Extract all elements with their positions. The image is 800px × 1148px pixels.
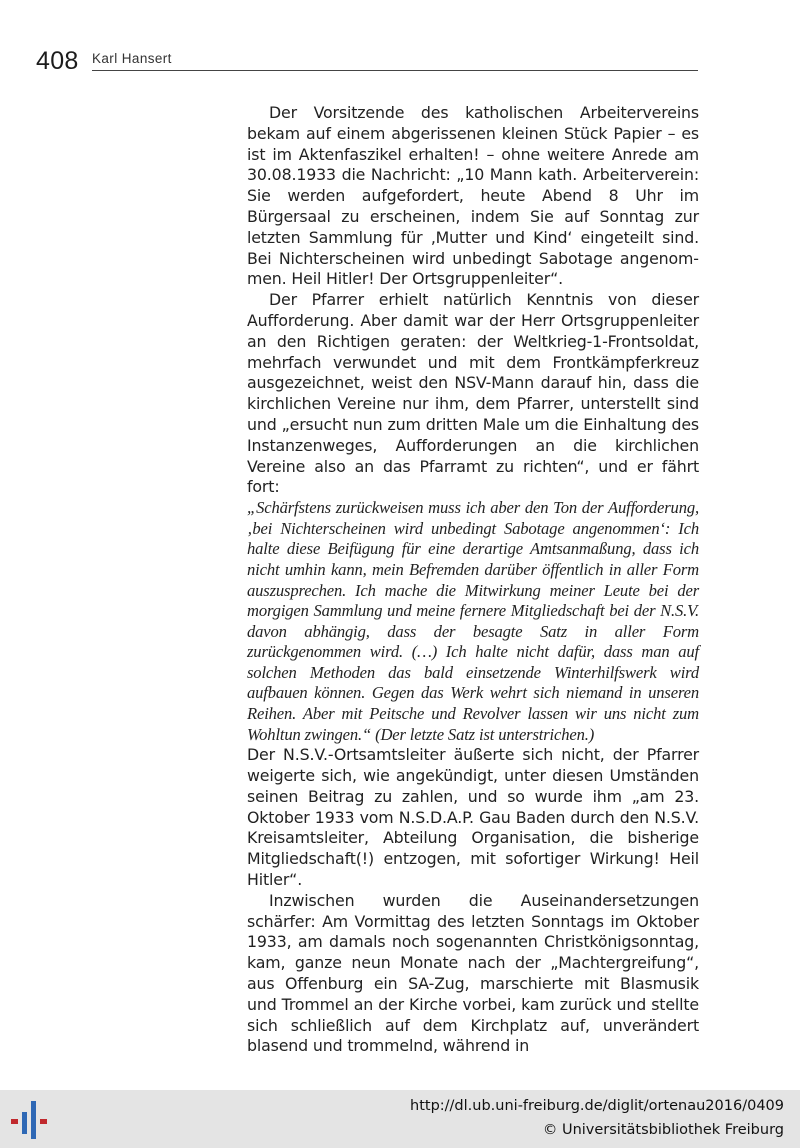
footer-copyright: © Universitätsbibliothek Freiburg bbox=[542, 1122, 784, 1138]
paragraph: Der Vorsitzende des katholischen Arbeitervereins bekam auf einem abgerissenen kleinen Stück Papier – es ist im Aktenfaszikel erhalten! – ohne weitere Anrede am 30.08.1933 die Nachricht: „10 Mann kath. Arbeiterverein: Sie werden aufgefordert, heute Abend 8 Uhr im Bürgersaal zu erscheinen, indem Sie auf Sonntag zur letzten Sammlung für ‚Mutter und Kind‘ eingeteilt sind. Bei Nichterscheinen wird unbedingt Sabotage angenommen. Heil Hitler! Der Ortsgruppenleiter“. bbox=[247, 103, 699, 289]
block-quote: „Schärfstens zurückweisen muss ich aber den Ton der Aufforderung, ‚bei Nichterscheinen wird unbedingt Sabotage angenommen‘: Ich halte diese Beifügung für eine derartige Amtsanmaßung, dass ich nicht umhin kann, mein Befremden darüber öffentlich in aller Form auszusprechen. Ich mache die Mitwirkung meiner Leute bei der morgigen Sammlung und meine fernere Mitgliedschaft bei der N.S.V. davon abhängig, dass der besagte Satz in aller Form zurückgenommen wird. (…) Ich halte nicht dafür, dass man auf solchen Methoden das bald einsetzende Winterhilfswerk wird aufbauen können. Gegen das Werk wehrt sich niemand in unseren Reihen. Aber mit Peitsche und Revolver lassen wir uns nicht zum Wohltun zwingen.“ (Der letzte Satz ist unterstrichen.) bbox=[247, 498, 699, 744]
footer-bar bbox=[0, 1090, 800, 1148]
header-rule bbox=[92, 70, 698, 71]
paragraph: Der N.S.V.-Ortsamtsleiter äußerte sich nicht, der Pfarrer weigerte sich, wie angekündigt, unter diesen Umständen seinen Beitrag zu zahlen, und so wurde ihm „am 23. Oktober 1933 vom N.S.D.A.P. Gau Baden durch den N.S.V. Kreisamtsleiter, Abteilung Organisation, die bisherige Mitgliedschaft(!) entzogen, mit sofortiger Wirkung! Heil Hitler“. bbox=[247, 745, 699, 890]
page-number: 408 bbox=[36, 47, 79, 75]
running-head-author: Karl Hansert bbox=[92, 51, 172, 66]
footer-url-link[interactable]: http://dl.ub.uni-freiburg.de/diglit/ortenau2016/0409 bbox=[410, 1098, 784, 1114]
library-logo-icon bbox=[8, 1099, 52, 1141]
paragraph: Der Pfarrer erhielt natürlich Kenntnis von dieser Aufforderung. Aber damit war der Herr Ortsgruppenleiter an den Richtigen geraten: der Weltkrieg-1-Frontsoldat, mehrfach verwundet und mit dem Frontkämpferkreuz ausgezeichnet, weist den NSV-Mann darauf hin, dass die kirchlichen Vereine nur ihm, dem Pfarrer, unterstellt sind und „ersucht nun zum dritten Male um die Einhaltung des Instanzenweges, Aufforderungen an die kirchlichen Vereine also an das Pfarramt zu richten“, und er fährt fort: bbox=[247, 290, 699, 497]
paragraph: Inzwischen wurden die Auseinandersetzungen schärfer: Am Vormittag des letzten Sonntags im Oktober 1933, am damals noch sogenannten Christkönigsonntag, kam, ganze neun Monate nach der „Machtergreifung“, aus Offenburg ein SA-Zug, marschierte mit Blasmusik und Trommel an der Kirche vorbei, kam zurück und stellte sich schließlich auf dem Kirchplatz auf, unverändert blasend und trommelnd, während in bbox=[247, 890, 699, 1056]
body-text bbox=[247, 103, 699, 1057]
